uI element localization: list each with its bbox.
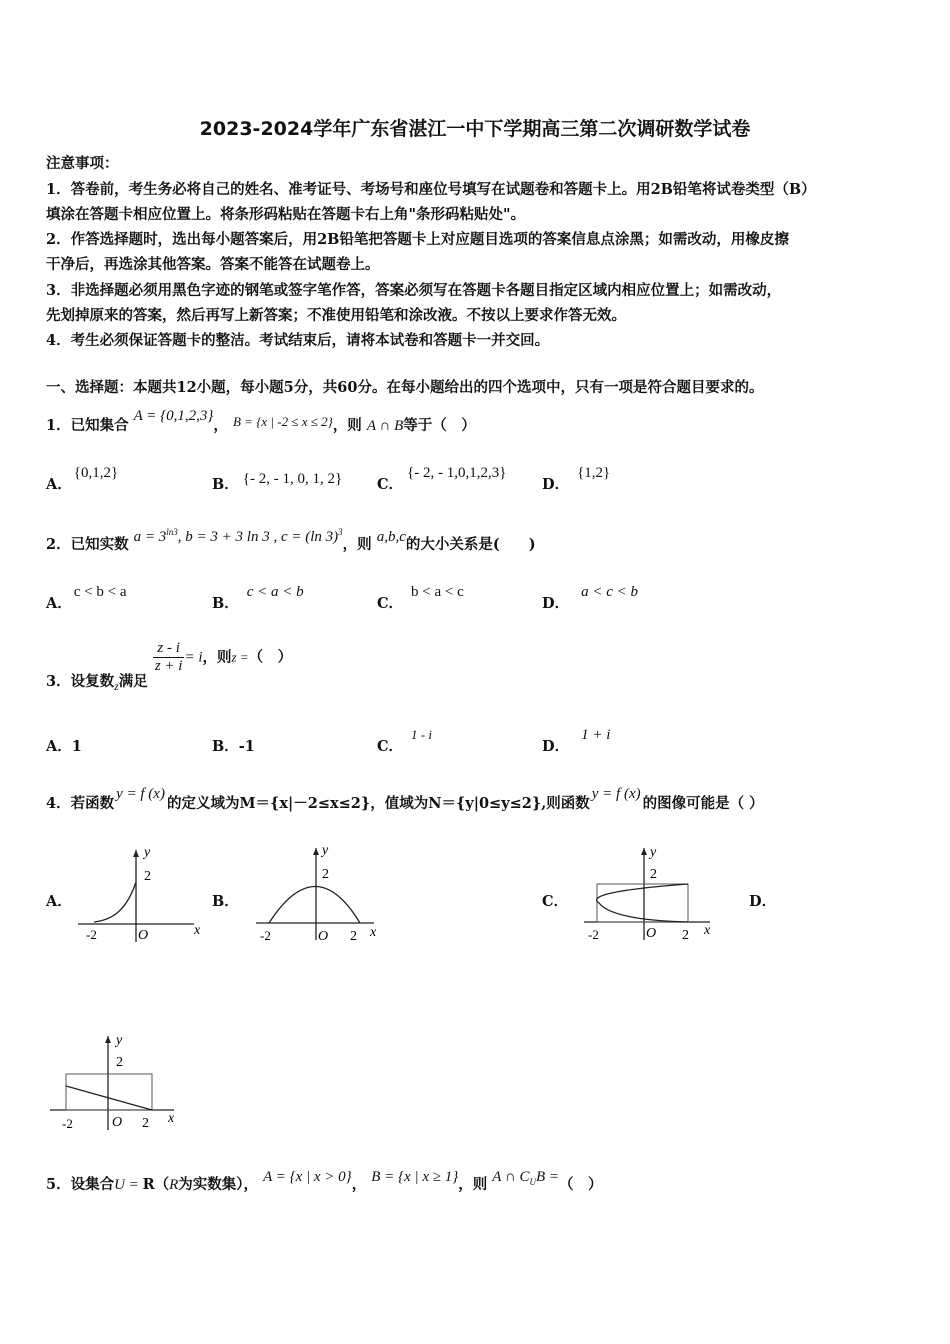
q5-expr	[492, 1169, 559, 1185]
q3-mid: 满足	[118, 672, 148, 690]
question-3	[46, 640, 293, 693]
label-y: y	[650, 845, 657, 860]
option-label: A．	[46, 595, 72, 612]
q4-num: 4．若函数	[46, 795, 115, 812]
label-x: x	[370, 925, 377, 940]
label-2-x: 2	[682, 928, 689, 943]
q2-exp-c: 3	[338, 527, 343, 537]
option-label: D．	[542, 738, 570, 755]
label-y: y	[116, 1033, 123, 1048]
q1-set-b: B = {x | -2 ≤ x ≤ 2}	[232, 414, 333, 429]
q3-tail-z: z =	[231, 649, 249, 665]
q2-expr-a: a = 3	[133, 529, 167, 545]
q2-expr	[134, 529, 343, 545]
q3-option-a[interactable]	[46, 735, 82, 756]
curve	[597, 884, 688, 922]
notice-line: 先划掉原来的答案，然后再写上新答案；不准使用铅笔和涂改液。不按以上要求作答无效。	[46, 307, 626, 324]
q5-then: ，则	[458, 1176, 488, 1193]
q2-option-a[interactable]	[46, 584, 127, 613]
notice-line: 1．答卷前，考生务必将自己的姓名、准考证号、考场号和座位号填写在试题卷和答题卡上。用2B铅笔将试卷类型（B）	[46, 181, 816, 198]
option-label: B．	[212, 893, 239, 910]
q4-option-a[interactable]	[46, 890, 72, 911]
label-neg2: -2	[260, 928, 271, 943]
question-4	[46, 786, 764, 813]
q5-expr-main: A ∩ C	[492, 1169, 530, 1185]
option-label: A．	[46, 893, 72, 910]
notice-line: 4．考生必须保证答题卡的整洁。考试结束后，请将本试卷和答题卡一并交回。	[46, 332, 550, 349]
bounding-rect	[597, 884, 688, 922]
q4-option-b[interactable]	[212, 890, 239, 911]
q5-expr-sub: U	[529, 1177, 536, 1187]
notice-line: 3．非选择题必须用黑色字迹的钢笔或签字笔作答，答案必须写在答题卡各题目指定区域内相应位置上；如需改动，	[46, 282, 782, 299]
q1-set-a: A = {0,1,2,3}	[133, 408, 214, 424]
notice-line: 干净后，再选涂其他答案。答案不能答在试题卷上。	[46, 256, 380, 273]
q3-then: ，则	[202, 648, 232, 666]
label-2: 2	[650, 867, 657, 882]
q3-num: 3．设复数	[46, 672, 115, 690]
q1-option-c[interactable]	[377, 465, 507, 494]
q5-num: 5．设集合	[46, 1176, 115, 1193]
label-2: 2	[144, 869, 151, 884]
graph-b	[254, 840, 389, 950]
q2-vars: a,b,c	[376, 529, 406, 545]
graph-c	[582, 840, 722, 950]
q4-func-2: y = f (x)	[591, 786, 641, 802]
label-x: x	[168, 1111, 175, 1126]
q3-option-d[interactable]	[542, 727, 611, 756]
question-5	[46, 1169, 603, 1195]
option-label: B．	[212, 476, 239, 493]
label-o: O	[112, 1115, 123, 1130]
q1-tail: 等于（ ）	[403, 417, 476, 434]
q5-tail: （ ）	[559, 1176, 603, 1193]
option-label: B．	[212, 738, 239, 755]
q4-option-c[interactable]	[542, 890, 568, 911]
section-heading: 一、选择题：本题共12小题，每小题5分，共60分。在每小题给出的四个选项中，只有一项是符合题目要求的。	[46, 379, 764, 396]
q2-option-c[interactable]	[377, 584, 464, 613]
q5-r2: R	[169, 1177, 179, 1193]
option-label: D．	[749, 893, 777, 910]
q2-option-d[interactable]	[542, 584, 638, 613]
q4-func: y = f (x)	[116, 786, 165, 802]
q2-tail: 的大小关系是( )	[405, 536, 536, 553]
option-label: C．	[377, 476, 404, 493]
option-text: {- 2, - 1, 0, 1, 2}	[242, 471, 343, 487]
q2-num: 2．已知实数	[46, 536, 129, 553]
page-title: 2023-2024学年广东省湛江一中下学期高三第二次调研数学试卷	[199, 118, 751, 140]
option-label: B．	[212, 595, 239, 612]
frac-bottom: z + i	[154, 658, 183, 674]
label-neg2: -2	[62, 1116, 73, 1131]
line-graph	[66, 1086, 152, 1110]
option-text: {- 2, - 1,0,1,2,3}	[407, 465, 507, 481]
label-x: x	[194, 923, 201, 938]
bounding-rect	[66, 1074, 152, 1110]
notice-line: 填涂在答题卡相应位置上。将条形码粘贴在答题卡右上角"条形码粘贴处"。	[46, 206, 526, 223]
label-y: y	[322, 843, 329, 858]
q1-option-b[interactable]	[212, 471, 343, 494]
label-2-x: 2	[350, 929, 357, 944]
option-label: C．	[542, 893, 569, 910]
q1-expr: A ∩ B	[366, 418, 404, 434]
q3-z: z	[114, 678, 119, 693]
option-text: a < c < b	[581, 584, 638, 600]
label-o: O	[138, 928, 149, 943]
option-label: A．	[46, 476, 72, 493]
option-label: C．	[377, 595, 404, 612]
q5-r: R	[142, 1176, 155, 1193]
option-text: 1	[71, 738, 82, 755]
option-text: {1,2}	[577, 465, 611, 481]
q3-option-c[interactable]	[377, 727, 432, 756]
arrow	[641, 848, 647, 855]
notice-line: 2．作答选择题时，选出每小题答案后，用2B铅笔把答题卡上对应题目选项的答案信息点涂黑；如需改动，用橡皮擦	[46, 231, 789, 248]
graph-a	[76, 842, 206, 950]
q2-expr-b: , b = 3 + 3 ln 3 , c = (ln 3)	[177, 529, 339, 545]
option-text: {0,1,2}	[73, 465, 119, 481]
label-y: y	[144, 845, 151, 860]
label-2: 2	[116, 1055, 123, 1070]
label-neg2: -2	[588, 927, 599, 942]
q1-num: 1．已知集合	[46, 417, 129, 434]
q3-fraction	[153, 640, 185, 675]
q4-option-d[interactable]	[749, 890, 776, 911]
q4-tail: 的图像可能是（ ）	[642, 795, 764, 812]
label-2-x: 2	[142, 1116, 149, 1131]
q3-option-b[interactable]	[212, 735, 255, 756]
option-text: c < b < a	[73, 584, 127, 600]
arrow	[313, 848, 319, 855]
question-1	[46, 408, 476, 435]
option-text: b < a < c	[411, 584, 464, 600]
q5-set-a: A = {x | x > 0}	[263, 1169, 352, 1185]
q4-mid: 的定义域为M＝{x|－2≤x≤2}，值域为N＝{y|0≤y≤2},则函数	[166, 795, 590, 812]
q2-then: ，则	[342, 536, 372, 553]
label-x: x	[704, 923, 711, 938]
q5-paren: （	[154, 1176, 170, 1193]
curve	[269, 887, 360, 924]
notice-heading: 注意事项：	[46, 155, 119, 172]
option-label: A．	[46, 738, 72, 755]
option-text: 1 - i	[411, 727, 432, 742]
q1-option-a[interactable]	[46, 465, 119, 494]
arrow	[105, 1036, 111, 1043]
q5-expr-tail: B =	[536, 1169, 560, 1185]
q1-comma: ，	[213, 417, 228, 434]
option-label: D．	[542, 595, 570, 612]
q1-option-d[interactable]	[542, 465, 611, 494]
arrow	[133, 850, 139, 857]
q5-set-b: B = {x | x ≥ 1}	[371, 1169, 459, 1185]
option-text: 1 + i	[581, 727, 611, 743]
q2-exp-a: ln3	[166, 527, 178, 537]
q5-comma: ，	[351, 1176, 367, 1193]
q5-u: U =	[114, 1177, 143, 1193]
option-text: -1	[238, 738, 255, 755]
q3-eq: = i	[184, 649, 203, 666]
label-2: 2	[322, 867, 329, 882]
option-label: C．	[377, 738, 404, 755]
q2-option-b[interactable]	[212, 584, 304, 613]
frac-top: z - i	[153, 640, 185, 658]
q3-tail: （ ）	[248, 648, 293, 666]
label-o: O	[646, 926, 657, 941]
label-o: O	[318, 929, 329, 944]
curve	[94, 882, 136, 922]
q5-paren-tail: 为实数集），	[178, 1176, 259, 1193]
option-text: c < a < b	[246, 584, 304, 600]
label-neg2: -2	[86, 927, 97, 942]
graph-d	[48, 1030, 188, 1135]
question-2	[46, 527, 536, 554]
q1-then: ，则	[332, 417, 362, 434]
option-label: D．	[542, 476, 570, 493]
